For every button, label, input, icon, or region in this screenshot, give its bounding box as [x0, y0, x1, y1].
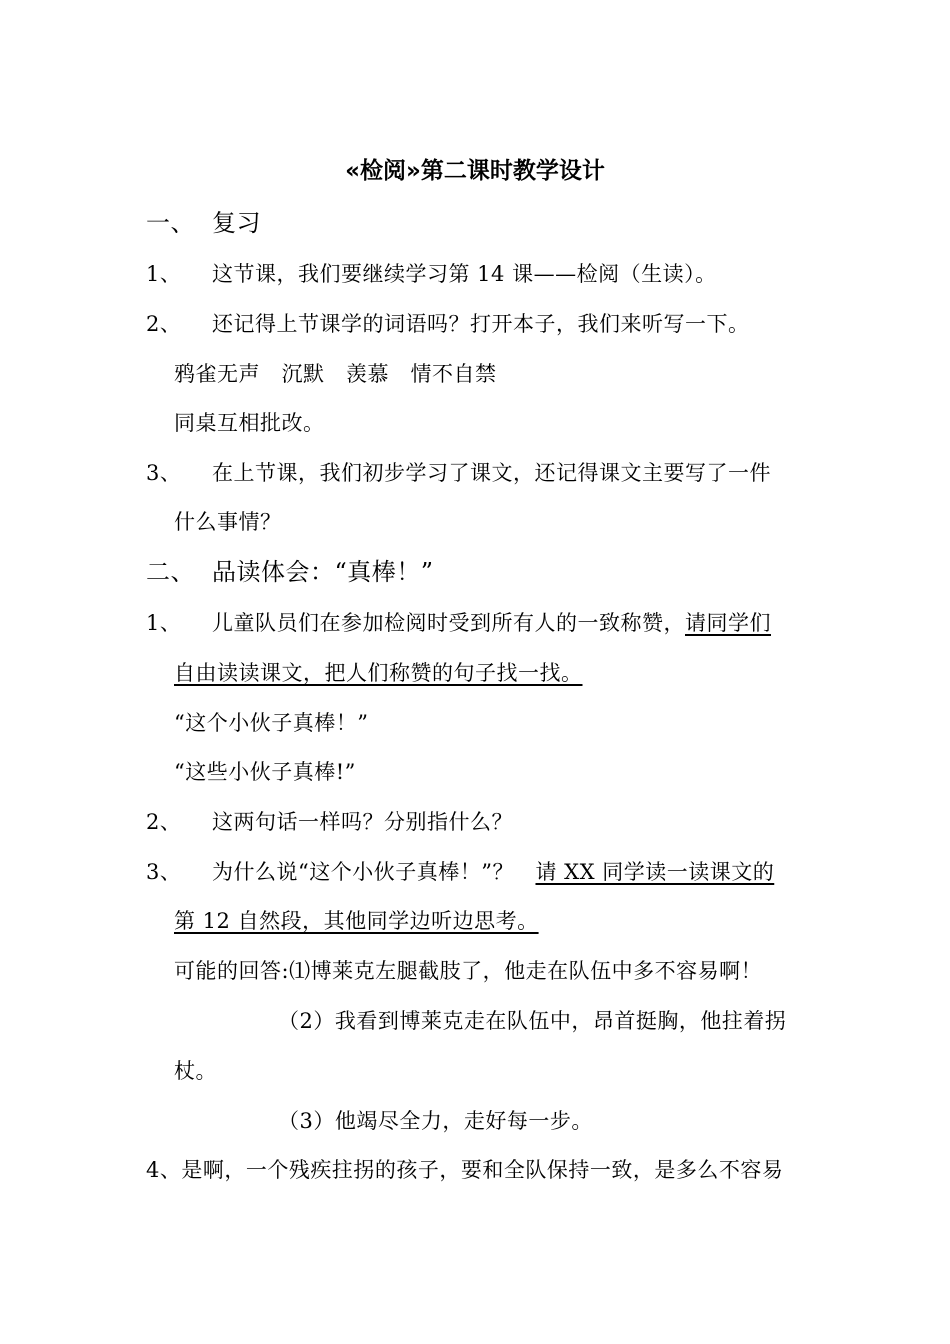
- section-1-number: 一、: [146, 209, 195, 237]
- s2-item-2: [146, 807, 513, 837]
- s2-item-1-number: 1、: [146, 611, 182, 635]
- s1-item-2: [146, 309, 750, 339]
- section-1-heading: [146, 208, 261, 238]
- s1-item-3-line2: 什么事情？: [174, 510, 282, 534]
- s2-item-1-instruction: 请同学们: [685, 611, 771, 635]
- s1-item-3: [146, 458, 771, 488]
- dictation-words: 鸦雀无声 沉默 羡慕 情不自禁: [174, 362, 497, 386]
- s1-item-1-text: 这节课，我们要继续学习第 14 课——检阅（生读）。: [212, 262, 717, 286]
- quote-2: “这些小伙子真棒!”: [174, 760, 356, 784]
- document-title: «检阅»第二课时教学设计: [345, 158, 605, 184]
- s2-item-1-line2-wrap: [174, 658, 583, 688]
- s1-item-1: [146, 259, 717, 289]
- s2-item-3-instruction: 请 XX 同学读一读课文的: [535, 860, 775, 884]
- answer-3: （3）他竭尽全力，走好每一步。: [278, 1109, 593, 1133]
- s1-item-3-line1: 在上节课，我们初步学习了课文，还记得课文主要写了一件: [212, 461, 771, 485]
- answer-1: 可能的回答:⑴博莱克左腿截肢了，他走在队伍中多不容易啊！: [174, 959, 763, 983]
- s2-item-1-instruction-cont: 自由读读课文，把人们称赞的句子找一找。: [174, 661, 583, 685]
- s2-item-3-text: 为什么说“这个小伙子真棒！”？: [212, 860, 536, 884]
- s2-item-3-line2-wrap: [174, 906, 539, 936]
- section-1-title: 复习: [212, 209, 261, 237]
- s2-item-1: [146, 608, 771, 638]
- section-2-heading: [146, 557, 434, 587]
- section-2-title: 品读体会：“真棒！”: [212, 558, 434, 586]
- s2-item-3-instruction-cont: 第 12 自然段，其他同学边听边思考。: [174, 909, 539, 933]
- s2-item-3-number: 3、: [146, 860, 182, 884]
- s2-item-4: 4、是啊，一个残疾拄拐的孩子，要和全队保持一致，是多么不容易: [146, 1158, 784, 1182]
- peer-check-note: 同桌互相批改。: [174, 411, 325, 435]
- answer-2-cont: 杖。: [174, 1059, 217, 1083]
- s1-item-1-number: 1、: [146, 262, 182, 286]
- quote-1: “这个小伙子真棒！”: [174, 711, 369, 735]
- s1-item-3-number: 3、: [146, 461, 182, 485]
- s1-item-2-text: 还记得上节课学的词语吗？打开本子，我们来听写一下。: [212, 312, 750, 336]
- s2-item-2-text: 这两句话一样吗？分别指什么？: [212, 810, 513, 834]
- section-2-number: 二、: [146, 558, 195, 586]
- s1-item-2-number: 2、: [146, 312, 182, 336]
- answer-2: （2）我看到博莱克走在队伍中，昂首挺胸，他拄着拐: [278, 1009, 787, 1033]
- s2-item-3: [146, 857, 774, 887]
- s2-item-2-number: 2、: [146, 810, 182, 834]
- s2-item-1-text: 儿童队员们在参加检阅时受到所有人的一致称赞，: [212, 611, 685, 635]
